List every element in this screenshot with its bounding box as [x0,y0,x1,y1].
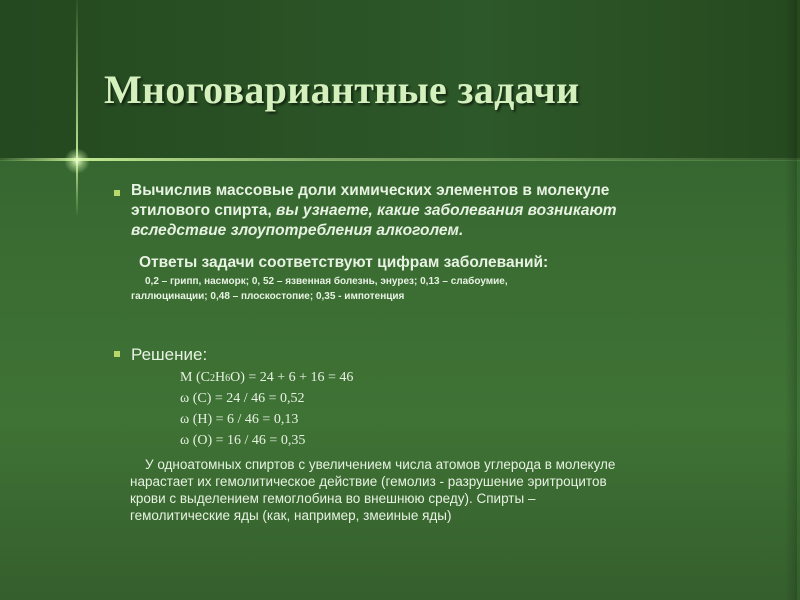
task-text [131,181,617,241]
equation-oxygen: ω (О) = 16 / 46 = 0,35 [180,433,306,448]
task-line-2-normal: этилового спирта, [131,202,272,219]
note-line-4: гемолитические яды (как, например, змеиные яды) [130,508,452,523]
bullet-square-icon [114,190,120,196]
answers-line-2: галлюцинации; 0,48 – плоскостопие; 0,35 - импотенция [131,291,405,302]
decorative-horizontal-line [0,158,800,161]
note-line-2: нарастает их гемолитическое действие (гемолиз - разрушение эритроцитов [130,474,607,489]
note-paragraph [130,456,615,524]
answers-list [131,274,508,304]
answers-heading: Ответы задачи соответствуют цифрам заболеваний: [139,254,549,271]
solution-heading: Решение: [131,345,208,364]
answers-line-1: 0,2 – грипп, насморк; 0, 52 – язвенная болезнь, энурез; 0,13 – слабоумие, [145,276,508,287]
task-line-3-italic: вследствие злоупотребления алкоголем. [131,222,464,239]
equation-molar-mass: М (С2Н6О) = 24 + 6 + 16 = 46 [180,370,354,385]
decorative-vertical-line [76,0,78,215]
subscript-6: 6 [225,373,231,384]
bullet-square-icon [114,351,120,357]
subscript-2: 2 [209,373,215,384]
task-line-3 [131,221,617,241]
note-line-1: У одноатомных спиртов с увеличением числа атомов углерода в молекуле [145,457,616,472]
task-line-1: Вычислив массовые доли химических элементов в молекуле [131,182,610,199]
decorative-light-flare [64,148,90,174]
task-line-2-italic: вы узнаете, какие заболевания возникают [276,202,617,219]
right-edge-shade [785,0,797,600]
task-line-2 [131,201,617,221]
equation-carbon: ω (С) = 24 / 46 = 0,52 [180,391,305,406]
slide-title: Многовариантные задачи [104,67,580,112]
equation-hydrogen: ω (Н) = 6 / 46 = 0,13 [180,412,299,427]
note-line-3: крови с выделением гемоглобина во внешнюю среду). Спирты – [130,491,536,506]
